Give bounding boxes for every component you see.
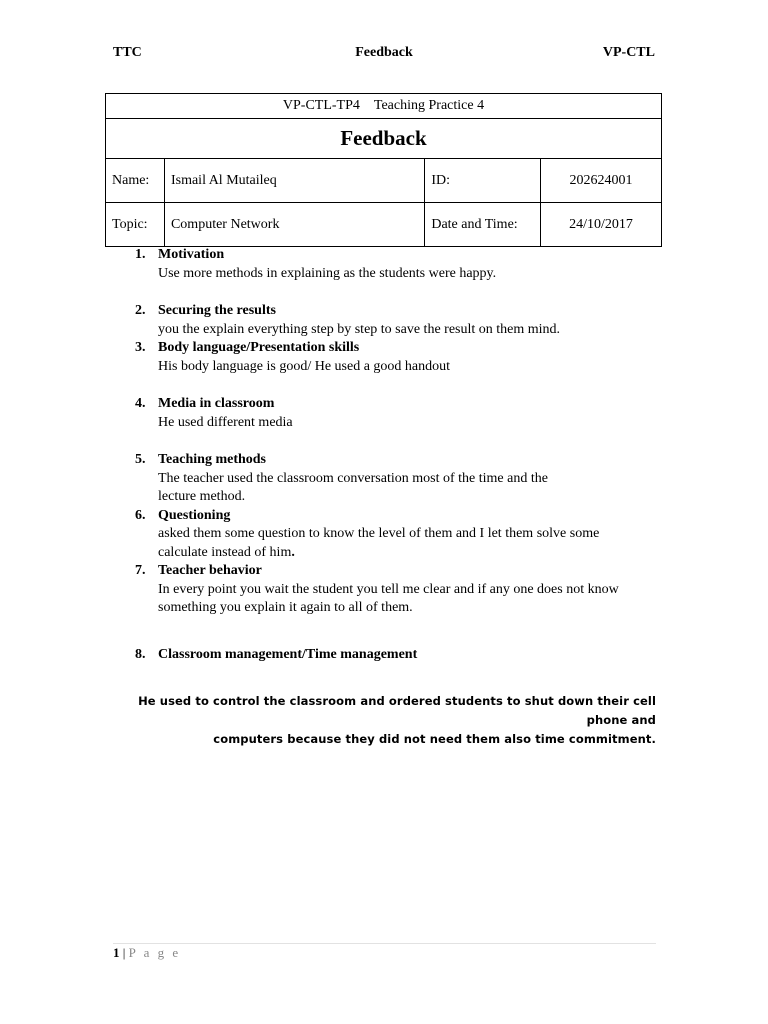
item-body-line: something you explain it again to all of them.: [158, 600, 413, 615]
name-label: Name:: [106, 159, 165, 203]
item-heading: Classroom management/Time management: [158, 646, 418, 662]
item-number: 2.: [135, 303, 146, 318]
item-body: His body language is good/ He used a good handout: [158, 358, 451, 374]
item-heading: Body language/Presentation skills: [158, 340, 360, 355]
item-number: 1.: [135, 247, 146, 262]
item-body-line: In every point you wait the student you tell me clear and if any one does not know: [158, 581, 619, 597]
item-body: you the explain everything step by step to save the result on them mind.: [158, 321, 561, 337]
course-row: [106, 94, 662, 119]
item-number: 6.: [135, 507, 146, 523]
feedback-list: [135, 246, 665, 664]
item-body: He used different media: [158, 414, 293, 430]
date-value: 24/10/2017: [541, 203, 662, 247]
item-number: 7.: [135, 563, 146, 578]
item-body-line: computers because they did not need them also time commitment.: [213, 732, 656, 746]
course-code: VP-CTL-TP4: [282, 98, 360, 113]
item-body-line: The teacher used the classroom conversation most of the time and the: [158, 470, 548, 486]
name-row: [106, 159, 662, 203]
list-item-questioning: [135, 507, 665, 563]
list-item-media: [135, 395, 665, 432]
id-value: 202624001: [541, 159, 662, 203]
list-item-motivation: [135, 246, 665, 283]
list-item-teaching-methods: [135, 451, 665, 507]
item-heading: Motivation: [158, 247, 225, 262]
item-number: 5.: [135, 452, 146, 467]
item-body-line-wrap: [158, 544, 665, 563]
document-title: Feedback: [106, 119, 662, 159]
item-heading: Media in classroom: [158, 396, 275, 411]
list-item-classroom-management: [135, 646, 665, 665]
list-item-body-language: [135, 339, 665, 376]
name-value: Ismail Al Mutaileq: [164, 159, 424, 203]
item-heading: Teacher behavior: [158, 563, 262, 578]
page-label: P a g e: [128, 945, 181, 960]
topic-row: [106, 203, 662, 247]
list-item-securing-results: [135, 302, 665, 339]
course-cell: [106, 94, 662, 119]
item-number: 3.: [135, 340, 146, 355]
item-number: 8.: [135, 646, 146, 662]
info-table: [105, 93, 662, 247]
item-body: Use more methods in explaining as the students were happy.: [158, 265, 497, 281]
course-name: Teaching Practice 4: [373, 98, 485, 113]
header-right: VP-CTL: [602, 45, 655, 60]
item-heading: Teaching methods: [158, 452, 267, 467]
page-number: 1: [113, 945, 120, 960]
list-item-teacher-behavior: [135, 562, 665, 618]
item-heading: Securing the results: [158, 303, 276, 318]
item-number: 4.: [135, 396, 146, 411]
item-body-line: asked them some question to know the level of them and I let them solve some: [158, 526, 600, 541]
title-row: [106, 119, 662, 159]
page-header: [113, 45, 655, 65]
topic-label: Topic:: [106, 203, 165, 247]
id-label: ID:: [425, 159, 541, 203]
date-label: Date and Time:: [425, 203, 541, 247]
item-body-end: .: [291, 544, 295, 560]
item-body-line: calculate instead of him: [158, 544, 292, 560]
footer-divider: [113, 943, 656, 944]
item-body-line: He used to control the classroom and ordered students to shut down their cell phone and: [138, 694, 656, 727]
page-footer: [113, 945, 181, 961]
header-left: TTC: [113, 45, 142, 60]
page-separator: |: [119, 945, 129, 960]
topic-value: Computer Network: [164, 203, 424, 247]
header-center: Feedback: [355, 45, 413, 60]
classroom-management-body: [130, 692, 656, 749]
item-heading: Questioning: [158, 507, 231, 523]
item-body-line: lecture method.: [158, 489, 246, 504]
